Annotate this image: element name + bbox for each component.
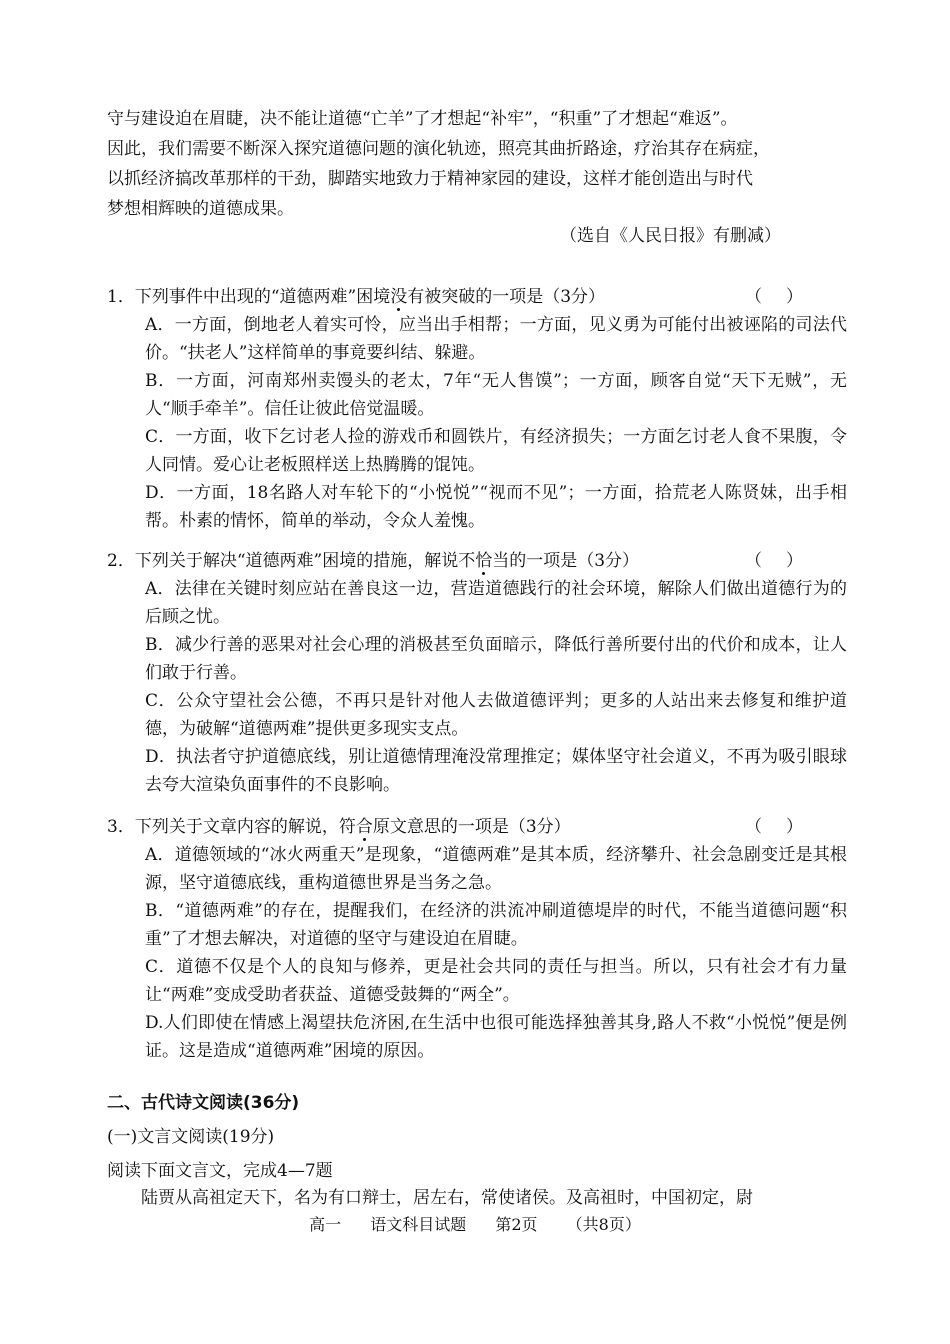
answer-blank[interactable]: （） [745, 287, 827, 307]
stem-text: 1．下列事件中出现的“道德两难”困境 [107, 287, 391, 307]
intro-line: 以抓经济搞改革那样的干劲，脚踏实地致力于精神家园的建设，这样才能创造出与时代 [107, 169, 753, 189]
option-d: D．执法者守护道德底线，别让道德情理淹没常理推定；媒体坚守社会道义，不再为吸引眼球去夸大渲染负面事件的不良影响。 [145, 747, 847, 795]
intro-line: 梦想相辉映的道德成果。 [107, 199, 294, 219]
question-3 [107, 813, 847, 1065]
options [145, 841, 847, 1065]
question-2 [107, 547, 847, 799]
reading-instruction: 阅读下面文言文，完成4—7题 [107, 1161, 333, 1181]
stem-text: 有被突破的一项是（3分） [407, 287, 606, 307]
emphasis-char: 没 [390, 287, 408, 307]
stem-text: 当的一项是（3分） [492, 551, 640, 571]
option-a: A．法律在关键时刻应站在善良这一边，营造道德践行的社会环境，解除人们做出道德行为的后顾之忧。 [145, 579, 847, 627]
option-a: A．道德领域的“冰火两重天”是现象，“道德两难”是其本质，经济攀升、社会急剧变迁是其根源，坚守道德底线，重构道德世界是当务之急。 [145, 845, 847, 893]
stem-text: 原文意思的一项是（3分） [372, 817, 571, 837]
subsection-heading: (一)文言文阅读(19分) [107, 1127, 275, 1147]
option-d: D．一方面，18名路人对车轮下的“小悦悦”“视而不见”；一方面，拾荒老人陈贤妹，出手相帮。朴素的情怀，简单的举动，令众人羞愧。 [145, 483, 847, 531]
option-b: B．“道德两难”的存在，提醒我们，在经济的洪流冲刷道德堤岸的时代，不能当道德问题“积重”了才想去解决，对道德的坚守与建设迫在眉睫。 [145, 901, 847, 949]
section-heading: 二、古代诗文阅读(36分) [107, 1093, 300, 1113]
stem-text: 3．下列关于文章内容的解说，符 [107, 817, 356, 837]
footer-subject: 语文科目试题 [370, 1215, 467, 1234]
options [145, 575, 847, 799]
page-footer [0, 1212, 950, 1235]
question-stem [107, 813, 847, 841]
question-stem [107, 283, 847, 311]
classical-passage-start: 陆贾从高祖定天下，名为有口辩士，居左右，常使诸侯。及高祖时，中国初定，尉 [141, 1188, 753, 1208]
answer-blank[interactable]: （） [745, 551, 827, 571]
option-c: C．一方面，收下乞讨老人捡的游戏币和圆铁片，有经济损失；一方面乞讨老人食不果腹，令人同情。爱心让老板照样送上热腾腾的馄饨。 [145, 427, 847, 475]
option-d: D.人们即使在情感上渴望扶危济困,在生活中也很可能选择独善其身,路人不救“小悦悦”便是例证。这是造成“道德两难”困境的原因。 [145, 1013, 847, 1061]
intro-line: 守与建设迫在眉睫，决不能让道德“亡羊”了才想起“补牢”，“积重”了才想起“难返”。 [107, 109, 738, 129]
question-stem [107, 547, 847, 575]
emphasis-char: 合 [355, 817, 373, 837]
intro-line: 因此，我们需要不断深入探究道德问题的演化轨迹，照亮其曲折路途，疗治其存在病症， [107, 139, 770, 159]
stem-text: 2．下列关于解决“道德两难”困境的措施，解说不 [107, 551, 476, 571]
options [145, 311, 847, 535]
option-b: B．减少行善的恶果对社会心理的消极甚至负面暗示，降低行善所要付出的代价和成本，让人们敢于行善。 [145, 635, 847, 683]
source-citation: （选自《人民日报》有删减） [560, 226, 781, 246]
option-a: A．一方面，倒地老人着实可怜，应当出手相帮；一方面，见义勇为可能付出被诬陷的司法代价。“扶老人”这样简单的事竟要纠结、躲避。 [145, 315, 847, 363]
footer-grade: 高一 [309, 1215, 342, 1234]
option-c: C．公众守望社会公德，不再只是针对他人去做道德评判；更多的人站出来去修复和维护道德，为破解“道德两难”提供更多现实支点。 [145, 691, 847, 739]
option-c: C．道德不仅是个人的良知与修养，更是社会共同的责任与担当。所以，只有社会才有力量让“两难”变成受助者获益、道德受鼓舞的“两全”。 [145, 957, 847, 1005]
option-b: B．一方面，河南郑州卖馒头的老太，7年“无人售馍”；一方面，顾客自觉“天下无贼”，无人“顺手牵羊”。信任让彼此倍觉温暖。 [145, 371, 847, 419]
question-1 [107, 283, 847, 535]
footer-page: 第2页 [495, 1215, 538, 1234]
intro-paragraph [107, 104, 847, 224]
footer-total: （共8页） [566, 1215, 641, 1234]
emphasis-char: 恰 [475, 551, 493, 571]
answer-blank[interactable]: （） [745, 817, 827, 837]
